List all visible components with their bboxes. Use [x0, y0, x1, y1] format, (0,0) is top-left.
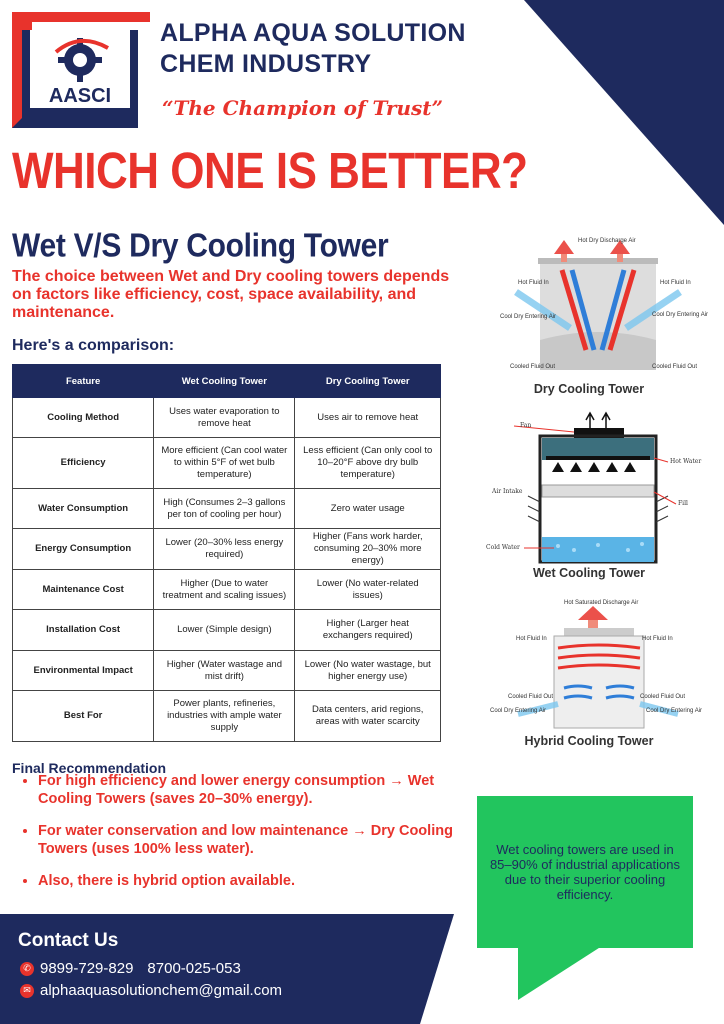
table-row	[13, 610, 441, 651]
hybrid-label-air-right: Cool Dry Entering Air	[646, 708, 703, 714]
table-cell-dry: Data centers, arid regions, areas with water scarcity	[295, 691, 441, 742]
dry-tower-diagram	[478, 232, 718, 402]
hybrid-label-out-right: Cooled Fluid Out	[640, 694, 686, 700]
table-cell-wet: Higher (Water wastage and mist drift)	[154, 651, 295, 691]
company-name	[160, 18, 466, 80]
company-name-line1: ALPHA AQUA SOLUTION	[160, 19, 466, 47]
table-cell-wet: High (Consumes 2–3 gallons per ton of cooling per hour)	[154, 489, 295, 529]
table-cell-dry: Zero water usage	[295, 489, 441, 529]
table-row	[13, 691, 441, 742]
list-item: • Also, there is hybrid option available.	[38, 872, 458, 890]
table-row	[13, 438, 441, 489]
table-cell-feature: Water Consumption	[13, 489, 154, 529]
dry-label-hot-in-left: Hot Fluid In	[518, 280, 549, 286]
table-row	[13, 651, 441, 691]
table-row	[13, 529, 441, 570]
table-cell-feature: Installation Cost	[13, 610, 154, 651]
corner-decoration	[524, 0, 724, 225]
table-cell-dry: Less efficient (Can only cool to 10–20°F above dry bulb temperature)	[295, 438, 441, 489]
dry-tower-caption: Dry Cooling Tower	[533, 382, 645, 396]
table-row	[13, 489, 441, 529]
dry-label-top: Hot Dry Discharge Air	[578, 238, 636, 244]
list-item: • For water conservation and low maintenance → Dry Cooling Towers (uses 100% less water).	[38, 822, 458, 858]
wet-label-air-intake: Air Intake	[492, 488, 523, 495]
callout-tail	[518, 946, 602, 1000]
wet-tower-diagram	[478, 410, 718, 582]
contact-email	[20, 982, 282, 999]
table-header-dry: Dry Cooling Tower	[295, 365, 441, 398]
dry-label-hot-in-right: Hot Fluid In	[660, 280, 691, 286]
table-cell-dry: Higher (Larger heat exchangers required)	[295, 610, 441, 651]
table-row	[13, 570, 441, 610]
comparison-table	[12, 364, 441, 742]
table-header-wet: Wet Cooling Tower	[154, 365, 295, 398]
wet-tower-caption: Wet Cooling Tower	[532, 566, 646, 580]
table-cell-wet: Power plants, refineries, industries with ample water supply	[154, 691, 295, 742]
table-cell-wet: Higher (Due to water treatment and scaling issues)	[154, 570, 295, 610]
hybrid-label-top: Hot Saturated Discharge Air	[564, 600, 639, 606]
subtitle: Wet V/S Dry Cooling Tower	[12, 228, 389, 265]
logo-text: AASCI	[48, 85, 112, 107]
email-icon: ✉	[20, 984, 34, 998]
phone-number-1[interactable]: 9899-729-829	[40, 960, 134, 977]
hybrid-label-hot-in-left: Hot Fluid In	[516, 636, 547, 642]
up-arrow-icon	[554, 240, 574, 254]
table-cell-feature: Best For	[13, 691, 154, 742]
comparison-heading: Here's a comparison:	[12, 337, 175, 354]
hybrid-label-hot-in-right: Hot Fluid In	[642, 636, 673, 642]
hybrid-label-air-left: Cool Dry Entering Air	[490, 708, 547, 714]
table-cell-feature: Cooling Method	[13, 398, 154, 438]
table-cell-feature: Energy Consumption	[13, 529, 154, 570]
dry-label-air-right: Cool Dry Entering Air	[652, 312, 709, 318]
table-cell-wet: Lower (Simple design)	[154, 610, 295, 651]
table-cell-feature: Environmental Impact	[13, 651, 154, 691]
wet-label-fill: Fill	[678, 500, 688, 507]
tagline: “The Champion of Trust”	[162, 96, 444, 120]
fact-callout	[477, 796, 693, 948]
final-recommendation-heading: Final Recommendation	[12, 760, 167, 776]
contact-heading: Contact Us	[18, 930, 119, 951]
table-header-feature: Feature	[13, 365, 154, 398]
table-header-row	[13, 365, 441, 398]
up-arrow-icon	[578, 606, 608, 620]
table-cell-dry: Lower (No water wastage, but higher energy use)	[295, 651, 441, 691]
intro-text: The choice between Wet and Dry cooling towers depends on factors like efficiency, cost, space availability, and maintenance.	[12, 268, 450, 321]
table-cell-wet: Uses water evaporation to remove heat	[154, 398, 295, 438]
contact-phone	[20, 960, 241, 977]
wet-label-hot-water: Hot Water	[670, 458, 702, 465]
recommendation-list	[18, 772, 458, 904]
list-item: • For high efficiency and lower energy consumption → Wet Cooling Towers (saves 20–30% energy).	[38, 772, 458, 808]
table-cell-dry: Uses air to remove heat	[295, 398, 441, 438]
dry-label-air-left: Cool Dry Entering Air	[500, 314, 557, 320]
table-cell-dry: Higher (Fans work harder, consuming 20–30% more energy)	[295, 529, 441, 570]
company-logo	[12, 12, 150, 128]
table-cell-feature: Maintenance Cost	[13, 570, 154, 610]
headline: WHICH ONE IS BETTER?	[12, 143, 528, 200]
hybrid-tower-diagram	[478, 596, 718, 752]
fact-callout-text: Wet cooling towers are used in 85–90% of industrial applications due to their superior cooling efficiency.	[489, 842, 681, 902]
dry-label-out-right: Cooled Fluid Out	[652, 364, 698, 370]
hybrid-label-out-left: Cooled Fluid Out	[508, 694, 554, 700]
table-cell-wet: More efficient (Can cool water to within 5°F of wet bulb temperature)	[154, 438, 295, 489]
wet-label-fan: Fan	[520, 422, 532, 429]
dry-label-out-left: Cooled Fluid Out	[510, 364, 556, 370]
table-cell-dry: Lower (No water-related issues)	[295, 570, 441, 610]
hybrid-tower-caption: Hybrid Cooling Tower	[524, 734, 654, 748]
wet-label-cold-water: Cold Water	[486, 544, 520, 551]
company-name-line2: CHEM INDUSTRY	[160, 50, 372, 78]
table-row	[13, 398, 441, 438]
table-cell-feature: Efficiency	[13, 438, 154, 489]
footer-edge	[420, 914, 454, 1024]
phone-number-2[interactable]: 8700-025-053	[147, 960, 241, 977]
email-address[interactable]: alphaaquasolutionchem@gmail.com	[40, 982, 283, 999]
table-cell-wet: Lower (20–30% less energy required)	[154, 529, 295, 570]
phone-icon: ✆	[20, 962, 34, 976]
